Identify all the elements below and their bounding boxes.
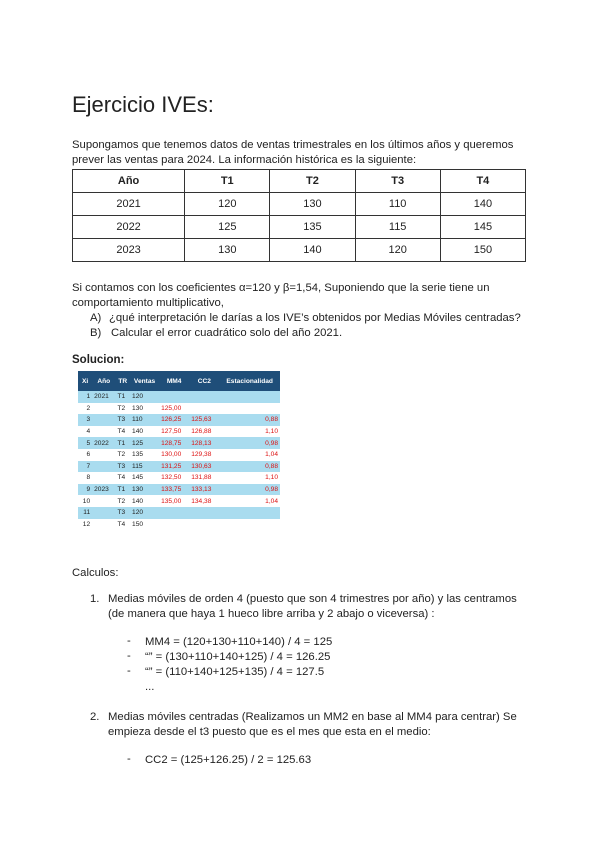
table-cell: 145 xyxy=(440,216,525,239)
table-cell-xi: 9 xyxy=(78,484,92,496)
calculos-label: Calculos: xyxy=(72,567,119,579)
header-year: Año xyxy=(73,170,185,193)
table-cell-tr: T1 xyxy=(115,484,130,496)
table-cell-xi: 11 xyxy=(78,507,92,519)
table-cell-ano xyxy=(92,519,115,531)
table-cell-mm4: 133,75 xyxy=(159,484,189,496)
table-cell-tr: T4 xyxy=(117,520,126,528)
intro-line-1: Supongamos que tenemos datos de ventas trimestrales en los últimos años y queremos xyxy=(72,139,514,151)
table-cell-ventas: 140 xyxy=(132,497,144,505)
table-cell-ano: 2022 xyxy=(92,437,115,449)
table-cell-mm4: 130,00 xyxy=(161,451,182,459)
calc-table xyxy=(78,371,280,530)
table-cell-est: 0,88 xyxy=(219,461,280,473)
table-cell: 120 xyxy=(185,193,270,216)
table-cell-cc2 xyxy=(189,403,219,415)
table-cell-tr: T2 xyxy=(117,404,126,412)
step2-line-2: empieza desde el t3 puesto que es el mes que esta en el medio: xyxy=(108,726,431,738)
table-cell-ventas: 120 xyxy=(130,507,159,519)
calc-table-body xyxy=(78,391,280,530)
sales-table xyxy=(72,169,526,262)
table-cell-est: 0,88 xyxy=(219,414,280,426)
table-cell: 2021 xyxy=(73,193,185,216)
bullet-dash: - xyxy=(127,635,131,647)
table-cell: 130 xyxy=(270,193,355,216)
table-cell: 120 xyxy=(355,239,440,262)
table-cell-ano xyxy=(92,461,115,473)
table-cell-tr: T3 xyxy=(115,461,130,473)
table-cell: 115 xyxy=(355,216,440,239)
table-cell-xi: 6 xyxy=(86,451,91,459)
table-cell-est xyxy=(219,403,280,415)
table-cell-tr: T2 xyxy=(117,451,126,459)
table-cell-cc2: 125,63 xyxy=(189,414,219,426)
table-cell-ano xyxy=(92,403,115,415)
table-cell-est: 1,10 xyxy=(265,474,278,482)
table-cell-ventas: 125 xyxy=(130,437,159,449)
step1-bullet-2: “” = (130+110+140+125) / 4 = 126.25 xyxy=(145,651,331,663)
header-cc2: CC2 xyxy=(189,371,219,391)
table-cell-est xyxy=(219,391,280,403)
question-a-marker: A) xyxy=(90,312,102,324)
table-cell-ventas: 135 xyxy=(132,451,144,459)
table-cell-xi: 7 xyxy=(78,461,92,473)
table-row xyxy=(78,403,280,415)
table-cell-cc2: 131,88 xyxy=(191,474,212,482)
table-cell: 110 xyxy=(355,193,440,216)
table-cell-est xyxy=(219,519,280,531)
table-cell-cc2: 133,13 xyxy=(189,484,219,496)
table-cell-mm4: 135,00 xyxy=(161,497,182,505)
table-cell-tr: T2 xyxy=(117,497,126,505)
table-cell-tr: T4 xyxy=(117,474,126,482)
table-cell-est: 0,98 xyxy=(219,484,280,496)
table-cell-tr: T1 xyxy=(115,391,130,403)
table-cell-ano xyxy=(92,507,115,519)
bullet-dash: - xyxy=(127,650,131,662)
table-cell-xi: 3 xyxy=(78,414,92,426)
step1-bullet-1: MM4 = (120+130+110+140) / 4 = 125 xyxy=(145,636,333,648)
table-cell-mm4: 132,50 xyxy=(161,474,182,482)
table-cell-ano xyxy=(92,449,115,461)
table-cell-mm4: 128,75 xyxy=(159,437,189,449)
table-cell-mm4: 127,50 xyxy=(161,428,182,436)
table-cell-mm4: 131,25 xyxy=(159,461,189,473)
table-cell: 135 xyxy=(270,216,355,239)
table-row xyxy=(78,519,280,531)
table-cell-xi: 5 xyxy=(78,437,92,449)
question-b-marker: B) xyxy=(90,327,102,339)
table-cell-ano xyxy=(92,495,115,507)
question-line-2: comportamiento multiplicativo, xyxy=(72,297,224,309)
solution-title: Solucion: xyxy=(72,354,125,366)
table-cell-ano xyxy=(92,426,115,438)
table-cell-tr: T3 xyxy=(115,414,130,426)
table-cell-mm4 xyxy=(159,519,189,531)
table-row xyxy=(78,495,280,507)
table-row xyxy=(78,472,280,484)
header-mm4: MM4 xyxy=(159,371,189,391)
question-line-1: Si contamos con los coeficientes α=120 y β=1,54, Suponiendo que la serie tiene un xyxy=(72,282,490,294)
step1-marker: 1. xyxy=(90,593,100,605)
table-cell-ano: 2021 xyxy=(92,391,115,403)
step2-line-1: Medias móviles centradas (Realizamos un MM2 en base al MM4 para centrar) Se xyxy=(108,711,517,723)
table-cell: 140 xyxy=(270,239,355,262)
table-cell: 130 xyxy=(185,239,270,262)
bullet-dash: - xyxy=(127,665,131,677)
table-cell-est: 0,98 xyxy=(219,437,280,449)
table-cell-tr: T3 xyxy=(115,507,130,519)
table-cell-mm4: 125,00 xyxy=(161,404,182,412)
table-cell-mm4: 126,25 xyxy=(159,414,189,426)
sales-table-header-row xyxy=(73,170,526,193)
table-row xyxy=(73,239,526,262)
step1-bullet-3: “” = (110+140+125+135) / 4 = 127.5 xyxy=(145,666,325,678)
calc-table-header-row xyxy=(78,371,280,391)
table-cell-ventas: 130 xyxy=(130,484,159,496)
table-cell-ventas: 150 xyxy=(132,520,144,528)
step1-line-1: Medias móviles de orden 4 (puesto que son 4 trimestres por año) y las centramos xyxy=(108,593,517,605)
header-ventas: Ventas xyxy=(130,371,159,391)
question-b-text: Calcular el error cuadrático solo del año 2021. xyxy=(111,327,343,339)
page-title: Ejercicio IVEs: xyxy=(72,92,214,117)
table-cell-cc2: 134,38 xyxy=(191,497,212,505)
header-estacionalidad: Estacionalidad xyxy=(219,371,280,391)
table-row xyxy=(78,449,280,461)
table-cell-mm4 xyxy=(159,507,189,519)
table-cell-est: 1,04 xyxy=(265,497,278,505)
table-cell: 2023 xyxy=(73,239,185,262)
table-cell-mm4 xyxy=(159,391,189,403)
header-t1: T1 xyxy=(185,170,270,193)
table-cell-ventas: 120 xyxy=(130,391,159,403)
table-cell: 140 xyxy=(440,193,525,216)
table-cell-ano xyxy=(92,414,115,426)
header-t3: T3 xyxy=(355,170,440,193)
step1-ellipsis: ... xyxy=(145,681,155,693)
header-xi: Xi xyxy=(78,371,92,391)
table-cell: 150 xyxy=(440,239,525,262)
bullet-dash: - xyxy=(127,753,131,765)
table-cell-tr: T1 xyxy=(115,437,130,449)
table-cell: 125 xyxy=(185,216,270,239)
table-cell-ventas: 140 xyxy=(132,428,144,436)
table-cell-xi: 4 xyxy=(86,428,91,436)
table-cell-est: 1,10 xyxy=(265,428,278,436)
table-row xyxy=(78,507,280,519)
table-cell-est: 1,04 xyxy=(265,451,278,459)
step2-bullet-1: CC2 = (125+126.25) / 2 = 125.63 xyxy=(145,754,312,766)
table-cell-xi: 10 xyxy=(82,497,91,505)
step1-line-2: (de manera que haya 1 hueco libre arriba y 2 abajo o viceversa) : xyxy=(108,608,435,620)
table-row xyxy=(78,484,280,496)
table-cell-ventas: 145 xyxy=(132,474,144,482)
table-cell-cc2: 129,38 xyxy=(191,451,212,459)
table-cell-cc2 xyxy=(189,507,219,519)
table-cell-ano xyxy=(92,472,115,484)
table-cell-xi: 2 xyxy=(86,404,91,412)
header-tr: TR xyxy=(115,371,130,391)
header-ano: Año xyxy=(92,371,115,391)
table-row xyxy=(73,193,526,216)
intro-line-2: prever las ventas para 2024. La información histórica es la siguiente: xyxy=(72,154,417,166)
table-cell-ventas: 115 xyxy=(130,461,159,473)
table-cell-ventas: 130 xyxy=(132,404,144,412)
table-cell-tr: T4 xyxy=(117,428,126,436)
table-cell-cc2: 128,13 xyxy=(189,437,219,449)
table-cell-cc2: 130,63 xyxy=(189,461,219,473)
table-cell-xi: 8 xyxy=(86,474,91,482)
header-t2: T2 xyxy=(270,170,355,193)
table-cell-cc2: 126,88 xyxy=(191,428,212,436)
table-cell-xi: 12 xyxy=(82,520,91,528)
table-row xyxy=(78,437,280,449)
table-cell-ano: 2023 xyxy=(92,484,115,496)
table-cell-cc2 xyxy=(189,519,219,531)
table-cell-cc2 xyxy=(189,391,219,403)
header-t4: T4 xyxy=(440,170,525,193)
table-cell-est xyxy=(219,507,280,519)
table-row xyxy=(73,216,526,239)
table-cell-xi: 1 xyxy=(78,391,92,403)
table-row xyxy=(78,414,280,426)
table-row xyxy=(78,461,280,473)
table-row xyxy=(78,391,280,403)
question-a-text: ¿qué interpretación le darías a los IVE’s obtenidos por Medias Móviles centradas? xyxy=(109,312,521,324)
step2-marker: 2. xyxy=(90,711,100,723)
table-row xyxy=(78,426,280,438)
table-cell: 2022 xyxy=(73,216,185,239)
table-cell-ventas: 110 xyxy=(130,414,159,426)
